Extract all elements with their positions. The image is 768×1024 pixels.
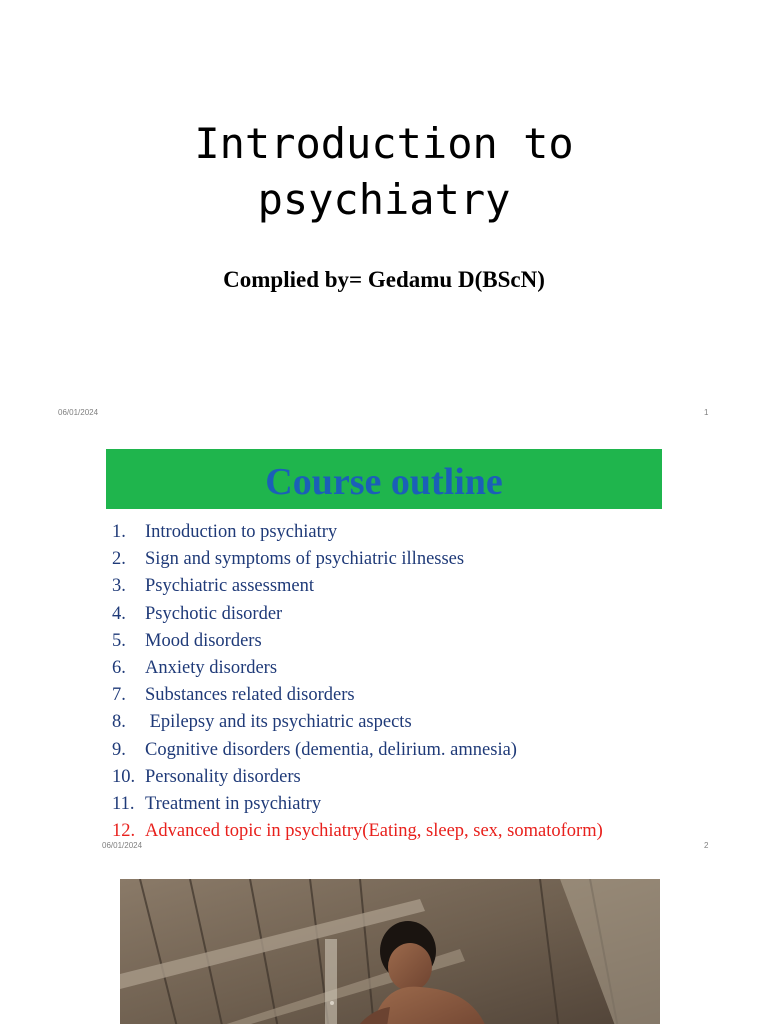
outline-item-text: Personality disorders <box>145 766 301 787</box>
outline-item-number: 4. <box>112 603 126 624</box>
outline-item-number: 8. <box>112 712 126 733</box>
photo-illustration <box>120 879 660 1024</box>
outline-item-text: Epilepsy and its psychiatric aspects <box>145 712 412 733</box>
outline-item-number: 12. <box>112 821 136 842</box>
outline-item <box>112 682 603 709</box>
outline-item-text: Mood disorders <box>145 630 262 651</box>
title-line-1: Introduction to <box>194 119 574 168</box>
outline-item-text: Anxiety disorders <box>145 657 278 678</box>
outline-item-number: 11. <box>112 793 135 814</box>
outline-item-text: Introduction to psychiatry <box>145 522 338 542</box>
outline-item-text: Psychotic disorder <box>145 603 283 624</box>
outline-item <box>112 764 603 791</box>
patient-photo <box>120 879 660 1024</box>
course-outline-slide <box>0 430 768 860</box>
outline-item <box>112 519 603 546</box>
outline-item <box>112 655 603 682</box>
outline-item <box>112 709 603 736</box>
photo-slide <box>0 860 768 1024</box>
outline-item-number: 10. <box>112 766 136 787</box>
outline-item <box>112 601 603 628</box>
slide-number: 1 <box>704 408 709 417</box>
title-line-2: psychiatry <box>257 175 511 224</box>
outline-item <box>112 818 603 845</box>
slide-date: 06/01/2024 <box>102 841 143 850</box>
outline-item <box>112 737 603 764</box>
title-slide <box>0 0 768 430</box>
outline-item-text: Psychiatric assessment <box>145 576 315 597</box>
outline-item-number: 5. <box>112 630 126 651</box>
outline-item <box>112 791 603 818</box>
outline-list <box>112 519 603 845</box>
outline-item-number: 2. <box>112 549 126 570</box>
outline-item-text: Advanced topic in psychiatry(Eating, sleep, sex, somatoform) <box>145 821 603 842</box>
slide-date: 06/01/2024 <box>58 408 99 417</box>
outline-item <box>112 546 603 573</box>
outline-item-text: Treatment in psychiatry <box>145 793 322 814</box>
heading-banner <box>106 449 662 509</box>
outline-item-number: 6. <box>112 657 126 678</box>
outline-item-text: Sign and symptoms of psychiatric illnesses <box>145 549 465 570</box>
outline-item-number: 7. <box>112 685 126 706</box>
slide-number: 2 <box>704 841 709 850</box>
slide-heading: Course outline <box>265 461 503 503</box>
outline-item-text: Cognitive disorders (dementia, delirium. amnesia) <box>145 739 517 760</box>
author-subtitle: Complied by= Gedamu D(BScN) <box>223 267 545 292</box>
outline-item <box>112 573 603 600</box>
outline-item <box>112 628 603 655</box>
outline-item-number: 1. <box>112 522 126 542</box>
outline-item-text: Substances related disorders <box>145 685 355 706</box>
outline-item-number: 3. <box>112 576 126 597</box>
slide-title <box>0 116 768 228</box>
outline-item-number: 9. <box>112 739 126 760</box>
